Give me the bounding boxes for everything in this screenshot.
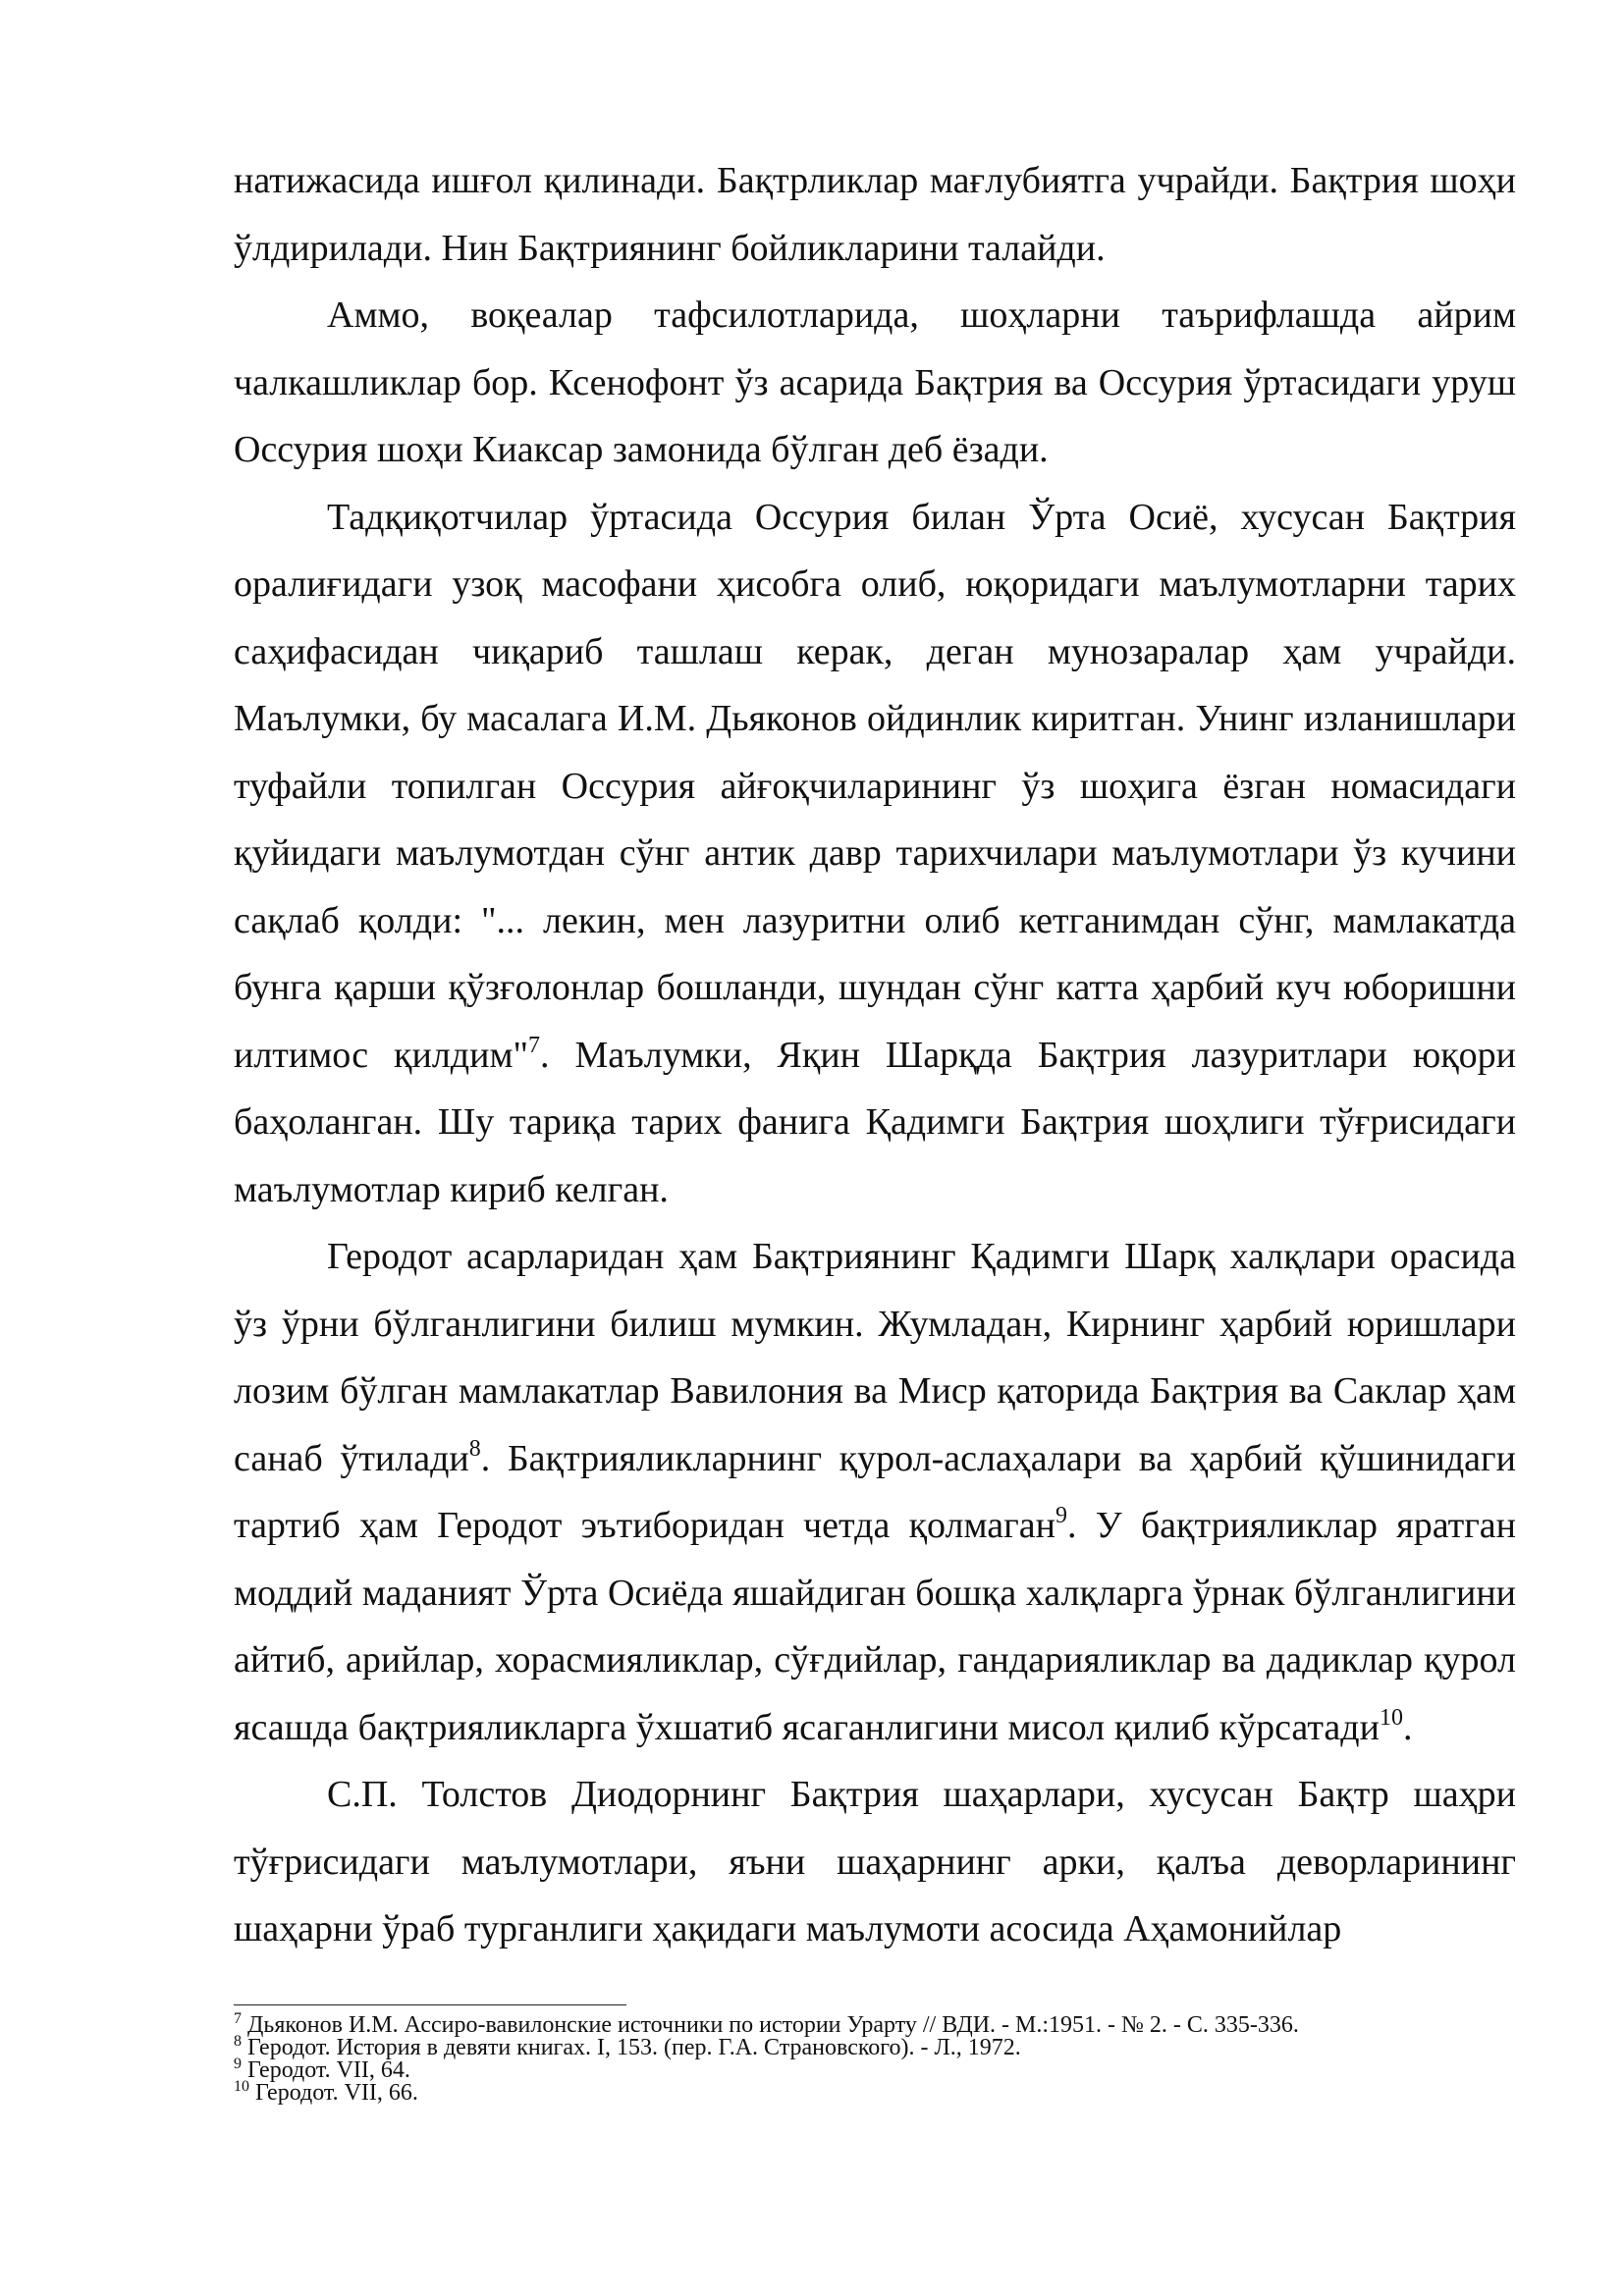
footnote-10 — [234, 2078, 1516, 2106]
footnote-text: Геродот. История в девяти книгах. I, 153. (пер. Г.А. Страновского). - Л., 1972. — [247, 2035, 1021, 2060]
paragraph-5 — [234, 1761, 1516, 1963]
paragraph-text: . Маълумки, Яқин Шарқда Бақтрия лазуритлари юқори баҳоланган. Шу тариқа тарих фанига Қадимги Бақтрия шоҳлиги тўғрисидаги маълумотлар кириб келган. — [234, 1034, 1517, 1210]
paragraph-2 — [234, 282, 1516, 484]
footnote-number: 9 — [234, 2056, 242, 2072]
paragraph-3 — [234, 484, 1516, 1224]
paragraph-text: Тадқиқотчилар ўртасида Оссурия билан Ўрта Осиё, хусусан Бақтрия оралиғидаги узоқ масофани ҳисобга олиб, юқоридаги маълумотларни тарих саҳифасидан чиқариб ташлаш керак, деган мунозаралар ҳам учрайди. Маълумки, бу масалага И.М. Дьяконов ойдинлик киритган. Унинг изланишлари туфайли топилган Оссурия айғоқчиларининг ўз шоҳига ёзган номасидаги қуйидаги маълумотдан сўнг антик давр тарихчилари маълумотлари ўз кучини сақлаб қолди: "... лекин, мен лазуритни олиб кетганимдан сўнг, мамлакатда бунга қарши қўзғолонлар бошланди, шундан сўнг катта ҳарбий куч юборишни илтимос қилдим" — [234, 496, 1516, 1076]
footnote-9 — [234, 2056, 1516, 2083]
paragraph-text: Аммо, воқеалар тафсилотларида, шоҳларни таърифлашда айрим чалкашликлар бор. Ксенофонт ўз асарида Бақтрия ва Оссурия ўртасидаги уруш Оссурия шоҳи Киаксар замонида бўлган деб ёзади. — [234, 294, 1516, 470]
footnote-number: 10 — [234, 2078, 249, 2095]
footnote-number: 7 — [234, 2010, 242, 2027]
footnote-separator — [234, 2004, 626, 2005]
footnote-ref-10[interactable]: 10 — [1379, 1704, 1403, 1731]
footnote-number: 8 — [234, 2033, 242, 2050]
footnote-ref-9[interactable]: 9 — [1055, 1503, 1067, 1528]
footnotes — [234, 2010, 1516, 2106]
paragraph-text: натижасида ишғол қилинади. Бақтрликлар мағлубиятга учрайди. Бақтрия шоҳи ўлдирилади. Нин Бақтриянинг бойликларини талайди. — [234, 160, 1516, 269]
paragraph-1 — [234, 147, 1516, 282]
footnote-8 — [234, 2033, 1516, 2060]
paragraph-text: Геродот асарларидан ҳам Бақтриянинг Қадимги Шарқ халқлари орасида ўз ўрни бўлганлигини билиш мумкин. Жумладан, Кирнинг ҳарбий юришлари лозим бўлган мамлакатлар Вавилония ва Миср қаторида Бақтрия ва Саклар ҳам санаб ўтилади — [234, 1236, 1516, 1479]
footnote-text: Геродот. VII, 64. — [247, 2057, 410, 2083]
footnote-text: Дьяконов И.М. Ассиро-вавилонские источники по истории Урарту // ВДИ. - М.:1951. - № 2. - С. 335-336. — [247, 2012, 1299, 2038]
page-body — [234, 147, 1516, 1963]
paragraph-text: . У бақтрияликлар яратган моддий маданият Ўрта Осиёда яшайдиган бошқа халқларга ўрнак бўлганлигини айтиб, арийлар, хорасмияликлар, сўғдийлар, гандарияликлар ва дадиклар қурол ясашда бақтрияликларга ўхшатиб ясаганлигини мисол қилиб кўрсатади — [234, 1505, 1516, 1748]
paragraph-4 — [234, 1223, 1516, 1761]
footnote-ref-7[interactable]: 7 — [528, 1032, 541, 1058]
footnote-7 — [234, 2010, 1516, 2038]
footnote-text: Геродот. VII, 66. — [255, 2080, 418, 2106]
paragraph-text: . — [1402, 1706, 1413, 1748]
paragraph-text: С.П. Толстов Диодорнинг Бақтрия шаҳарлари, хусусан Бақтр шаҳри тўғрисидаги маълумотлари, яъни шаҳарнинг арки, қалъа деворларининг шаҳарни ўраб турганлиги ҳақидаги маълумоти асосида Аҳамонийлар — [234, 1774, 1516, 1949]
footnote-ref-8[interactable]: 8 — [468, 1435, 481, 1462]
paragraph-text: . Бақтрияликларнинг қурол-аслаҳалари ва ҳарбий қўшинидаги тартиб ҳам Геродот эътиборидан четда қолмаган — [234, 1437, 1516, 1546]
